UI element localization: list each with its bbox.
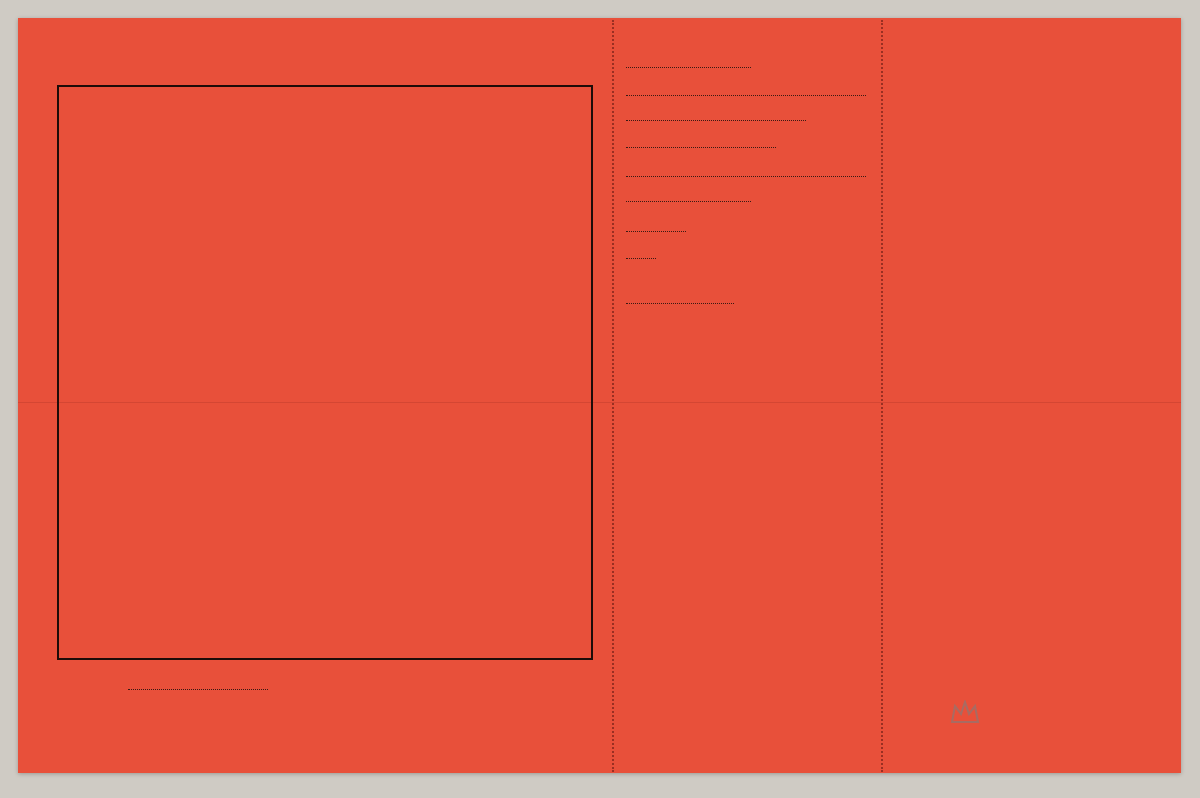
commander-line <box>626 294 871 307</box>
blank-line <box>626 176 866 177</box>
blank-line <box>626 95 866 96</box>
perforation-left <box>612 20 614 772</box>
arrived-line <box>626 111 871 124</box>
crown-icon <box>950 700 980 724</box>
enrolled-line <box>626 138 871 151</box>
commander-signature-line <box>128 680 268 693</box>
perforation-right <box>881 20 883 772</box>
date-line <box>626 192 871 205</box>
service-record-table <box>57 85 593 660</box>
mentioned-line <box>626 58 871 71</box>
order-number-line <box>626 249 871 262</box>
order-date-line <box>626 222 871 235</box>
